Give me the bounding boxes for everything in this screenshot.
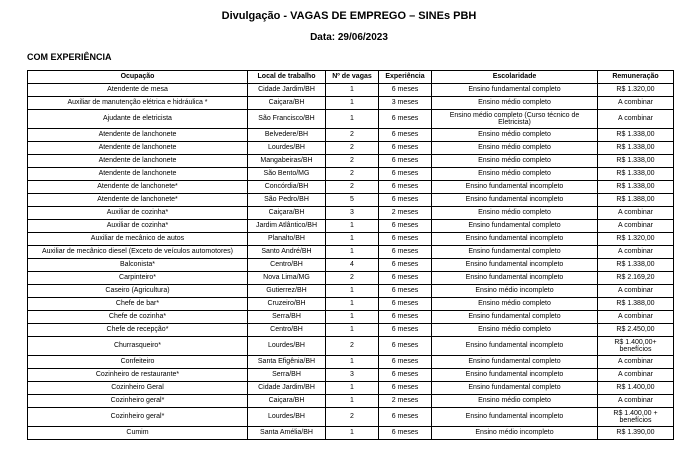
cell-vagas: 2 xyxy=(326,272,379,285)
table-row xyxy=(28,369,674,382)
cell-escolaridade: Ensino fundamental completo xyxy=(432,311,598,324)
cell-escolaridade: Ensino médio completo xyxy=(432,298,598,311)
cell-experiencia: 6 meses xyxy=(379,168,432,181)
cell-escolaridade: Ensino médio completo xyxy=(432,155,598,168)
cell-vagas: 1 xyxy=(326,311,379,324)
cell-experiencia: 6 meses xyxy=(379,311,432,324)
cell-vagas: 1 xyxy=(326,246,379,259)
cell-vagas: 1 xyxy=(326,84,379,97)
cell-experiencia: 6 meses xyxy=(379,272,432,285)
cell-vagas: 1 xyxy=(326,324,379,337)
cell-local: Lourdes/BH xyxy=(248,337,326,356)
cell-experiencia: 3 meses xyxy=(379,97,432,110)
cell-remuneracao: A combinar xyxy=(598,395,674,408)
table-row xyxy=(28,110,674,129)
cell-experiencia: 6 meses xyxy=(379,194,432,207)
table-row xyxy=(28,129,674,142)
cell-experiencia: 6 meses xyxy=(379,369,432,382)
cell-escolaridade: Ensino fundamental incompleto xyxy=(432,181,598,194)
table-row xyxy=(28,311,674,324)
cell-vagas: 2 xyxy=(326,181,379,194)
cell-vagas: 3 xyxy=(326,207,379,220)
cell-local: Santo André/BH xyxy=(248,246,326,259)
cell-escolaridade: Ensino fundamental completo xyxy=(432,84,598,97)
column-header-vagas: Nº de vagas xyxy=(326,71,379,84)
cell-remuneracao: R$ 1.388,00 xyxy=(598,298,674,311)
cell-local: Belvedere/BH xyxy=(248,129,326,142)
table-row xyxy=(28,194,674,207)
table-header-row xyxy=(28,71,674,84)
cell-escolaridade: Ensino fundamental completo xyxy=(432,220,598,233)
table-row xyxy=(28,298,674,311)
cell-experiencia: 2 meses xyxy=(379,395,432,408)
cell-remuneracao: R$ 1.388,00 xyxy=(598,194,674,207)
column-header-ocupacao: Ocupação xyxy=(28,71,248,84)
cell-ocupacao: Churrasqueiro* xyxy=(28,337,248,356)
table-row xyxy=(28,272,674,285)
table-row xyxy=(28,246,674,259)
cell-vagas: 1 xyxy=(326,298,379,311)
cell-escolaridade: Ensino médio completo xyxy=(432,168,598,181)
cell-ocupacao: Cumim xyxy=(28,427,248,440)
cell-ocupacao: Atendente de lanchonete xyxy=(28,155,248,168)
cell-remuneracao: A combinar xyxy=(598,220,674,233)
cell-ocupacao: Chefe de cozinha* xyxy=(28,311,248,324)
cell-experiencia: 2 meses xyxy=(379,207,432,220)
cell-experiencia: 6 meses xyxy=(379,298,432,311)
cell-escolaridade: Ensino fundamental completo xyxy=(432,356,598,369)
cell-vagas: 1 xyxy=(326,233,379,246)
cell-experiencia: 6 meses xyxy=(379,181,432,194)
cell-escolaridade: Ensino médio incompleto xyxy=(432,427,598,440)
cell-escolaridade: Ensino médio completo xyxy=(432,207,598,220)
cell-vagas: 1 xyxy=(326,356,379,369)
cell-escolaridade: Ensino médio completo (Curso técnico de Eletricista) xyxy=(432,110,598,129)
table-row xyxy=(28,155,674,168)
cell-local: Caiçara/BH xyxy=(248,207,326,220)
cell-vagas: 2 xyxy=(326,142,379,155)
table-row xyxy=(28,259,674,272)
cell-escolaridade: Ensino médio completo xyxy=(432,324,598,337)
cell-local: Lourdes/BH xyxy=(248,408,326,427)
cell-remuneracao: R$ 1.338,00 xyxy=(598,168,674,181)
cell-escolaridade: Ensino fundamental completo xyxy=(432,246,598,259)
table-row xyxy=(28,142,674,155)
cell-experiencia: 6 meses xyxy=(379,259,432,272)
cell-ocupacao: Cozinheiro geral* xyxy=(28,408,248,427)
cell-ocupacao: Chefe de bar* xyxy=(28,298,248,311)
cell-experiencia: 6 meses xyxy=(379,129,432,142)
cell-remuneracao: R$ 2.450,00 xyxy=(598,324,674,337)
cell-experiencia: 6 meses xyxy=(379,337,432,356)
cell-escolaridade: Ensino médio completo xyxy=(432,129,598,142)
cell-escolaridade: Ensino médio completo xyxy=(432,97,598,110)
cell-remuneracao: A combinar xyxy=(598,356,674,369)
cell-ocupacao: Ajudante de eletricista xyxy=(28,110,248,129)
cell-ocupacao: Auxiliar de manutenção elétrica e hidráulica * xyxy=(28,97,248,110)
cell-local: Caiçara/BH xyxy=(248,395,326,408)
cell-local: Mangabeiras/BH xyxy=(248,155,326,168)
cell-ocupacao: Auxiliar de cozinha* xyxy=(28,207,248,220)
cell-experiencia: 6 meses xyxy=(379,324,432,337)
cell-ocupacao: Confeiteiro xyxy=(28,356,248,369)
cell-remuneracao: R$ 1.338,00 xyxy=(598,142,674,155)
cell-vagas: 4 xyxy=(326,259,379,272)
table-row xyxy=(28,395,674,408)
cell-local: Santa Amélia/BH xyxy=(248,427,326,440)
cell-ocupacao: Atendente de lanchonete* xyxy=(28,194,248,207)
document-date: Data: 29/06/2023 xyxy=(310,32,388,43)
cell-local: Gutierrez/BH xyxy=(248,285,326,298)
cell-escolaridade: Ensino médio completo xyxy=(432,142,598,155)
cell-remuneracao: R$ 1.400,00+ benefícios xyxy=(598,337,674,356)
cell-ocupacao: Atendente de lanchonete xyxy=(28,168,248,181)
table-row xyxy=(28,97,674,110)
cell-local: Santa Efigênia/BH xyxy=(248,356,326,369)
cell-vagas: 2 xyxy=(326,337,379,356)
cell-local: Cidade Jardim/BH xyxy=(248,382,326,395)
table-row xyxy=(28,220,674,233)
cell-local: Jardim Atlântico/BH xyxy=(248,220,326,233)
cell-remuneracao: A combinar xyxy=(598,97,674,110)
table-row xyxy=(28,285,674,298)
cell-remuneracao: A combinar xyxy=(598,369,674,382)
cell-local: São Francisco/BH xyxy=(248,110,326,129)
cell-ocupacao: Atendente de mesa xyxy=(28,84,248,97)
cell-vagas: 1 xyxy=(326,285,379,298)
table-row xyxy=(28,324,674,337)
cell-local: Caiçara/BH xyxy=(248,97,326,110)
cell-vagas: 2 xyxy=(326,155,379,168)
cell-remuneracao: A combinar xyxy=(598,207,674,220)
cell-vagas: 5 xyxy=(326,194,379,207)
table-row xyxy=(28,408,674,427)
table-row xyxy=(28,181,674,194)
cell-experiencia: 6 meses xyxy=(379,84,432,97)
table-row xyxy=(28,427,674,440)
column-header-escolaridade: Escolaridade xyxy=(432,71,598,84)
cell-vagas: 1 xyxy=(326,427,379,440)
cell-remuneracao: A combinar xyxy=(598,285,674,298)
cell-remuneracao: R$ 1.320,00 xyxy=(598,84,674,97)
cell-experiencia: 6 meses xyxy=(379,382,432,395)
cell-escolaridade: Ensino fundamental incompleto xyxy=(432,233,598,246)
cell-ocupacao: Chefe de recepção* xyxy=(28,324,248,337)
cell-experiencia: 6 meses xyxy=(379,408,432,427)
cell-experiencia: 6 meses xyxy=(379,246,432,259)
cell-ocupacao: Carpinteiro* xyxy=(28,272,248,285)
cell-remuneracao: R$ 2.169,20 xyxy=(598,272,674,285)
cell-ocupacao: Atendente de lanchonete xyxy=(28,142,248,155)
cell-remuneracao: A combinar xyxy=(598,246,674,259)
cell-local: Planalto/BH xyxy=(248,233,326,246)
cell-ocupacao: Auxiliar de cozinha* xyxy=(28,220,248,233)
cell-local: Centro/BH xyxy=(248,259,326,272)
job-listings-table xyxy=(27,70,674,440)
cell-escolaridade: Ensino fundamental completo xyxy=(432,382,598,395)
cell-remuneracao: R$ 1.338,00 xyxy=(598,129,674,142)
column-header-experiencia: Experiência xyxy=(379,71,432,84)
cell-ocupacao: Cozinheiro geral* xyxy=(28,395,248,408)
cell-remuneracao: R$ 1.338,00 xyxy=(598,181,674,194)
cell-vagas: 1 xyxy=(326,110,379,129)
table-row xyxy=(28,207,674,220)
cell-ocupacao: Cozinheiro Geral xyxy=(28,382,248,395)
cell-vagas: 1 xyxy=(326,220,379,233)
cell-local: Centro/BH xyxy=(248,324,326,337)
cell-escolaridade: Ensino fundamental incompleto xyxy=(432,369,598,382)
cell-local: São Bento/MG xyxy=(248,168,326,181)
cell-experiencia: 6 meses xyxy=(379,155,432,168)
cell-vagas: 2 xyxy=(326,168,379,181)
cell-experiencia: 6 meses xyxy=(379,220,432,233)
table-row xyxy=(28,356,674,369)
cell-remuneracao: A combinar xyxy=(598,311,674,324)
cell-vagas: 1 xyxy=(326,382,379,395)
column-header-remuneracao: Remuneração xyxy=(598,71,674,84)
table-row xyxy=(28,233,674,246)
cell-remuneracao: R$ 1.320,00 xyxy=(598,233,674,246)
cell-vagas: 3 xyxy=(326,369,379,382)
cell-ocupacao: Atendente de lanchonete* xyxy=(28,181,248,194)
cell-vagas: 2 xyxy=(326,129,379,142)
cell-local: Cruzeiro/BH xyxy=(248,298,326,311)
cell-escolaridade: Ensino fundamental incompleto xyxy=(432,337,598,356)
cell-experiencia: 6 meses xyxy=(379,285,432,298)
cell-ocupacao: Auxiliar de mecânico diesel (Exceto de veículos automotores) xyxy=(28,246,248,259)
cell-vagas: 2 xyxy=(326,408,379,427)
cell-remuneracao: R$ 1.390,00 xyxy=(598,427,674,440)
cell-experiencia: 6 meses xyxy=(379,110,432,129)
cell-experiencia: 6 meses xyxy=(379,142,432,155)
table-row xyxy=(28,168,674,181)
cell-ocupacao: Cozinheiro de restaurante* xyxy=(28,369,248,382)
cell-escolaridade: Ensino médio completo xyxy=(432,395,598,408)
cell-escolaridade: Ensino fundamental incompleto xyxy=(432,408,598,427)
cell-local: Serra/BH xyxy=(248,369,326,382)
cell-experiencia: 6 meses xyxy=(379,233,432,246)
cell-experiencia: 6 meses xyxy=(379,356,432,369)
cell-escolaridade: Ensino médio incompleto xyxy=(432,285,598,298)
cell-local: Cidade Jardim/BH xyxy=(248,84,326,97)
cell-escolaridade: Ensino fundamental incompleto xyxy=(432,194,598,207)
cell-local: Concórdia/BH xyxy=(248,181,326,194)
column-header-local: Local de trabalho xyxy=(248,71,326,84)
table-row xyxy=(28,337,674,356)
cell-ocupacao: Balconista* xyxy=(28,259,248,272)
cell-vagas: 1 xyxy=(326,97,379,110)
cell-local: Lourdes/BH xyxy=(248,142,326,155)
cell-vagas: 1 xyxy=(326,395,379,408)
cell-local: Nova Lima/MG xyxy=(248,272,326,285)
section-heading: COM EXPERIÊNCIA xyxy=(27,52,112,62)
cell-remuneracao: R$ 1.338,00 xyxy=(598,155,674,168)
cell-ocupacao: Caseiro (Agricultura) xyxy=(28,285,248,298)
cell-local: São Pedro/BH xyxy=(248,194,326,207)
document-title: Divulgação - VAGAS DE EMPREGO – SINEs PBH xyxy=(221,10,477,22)
cell-remuneracao: R$ 1.400,00 + benefícios xyxy=(598,408,674,427)
cell-escolaridade: Ensino fundamental incompleto xyxy=(432,259,598,272)
cell-escolaridade: Ensino fundamental incompleto xyxy=(432,272,598,285)
cell-ocupacao: Atendente de lanchonete xyxy=(28,129,248,142)
cell-experiencia: 6 meses xyxy=(379,427,432,440)
table-row xyxy=(28,84,674,97)
cell-ocupacao: Auxiliar de mecânico de autos xyxy=(28,233,248,246)
table-row xyxy=(28,382,674,395)
table-body xyxy=(28,84,674,440)
cell-remuneracao: R$ 1.338,00 xyxy=(598,259,674,272)
cell-remuneracao: R$ 1.400,00 xyxy=(598,382,674,395)
cell-local: Serra/BH xyxy=(248,311,326,324)
cell-remuneracao: A combinar xyxy=(598,110,674,129)
